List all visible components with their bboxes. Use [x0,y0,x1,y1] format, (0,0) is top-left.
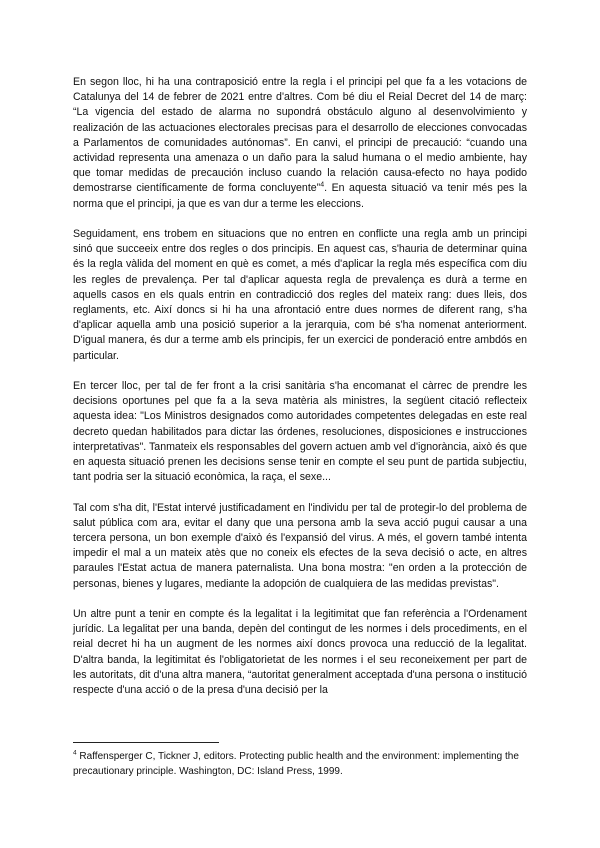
paragraph-1 [73,75,527,212]
footnote [73,750,527,779]
footnote-reference[interactable]: 4 [320,181,325,189]
paragraph-1-text: En segon lloc, hi ha una contraposició entre la regla i el principi pel que fa a les votacions de Catalunya del 14 de febrer de 2021 entre d'altres. Com bé diu el Reial Decret del 14 de març: “La vigencia del estado de alarma no supondrá obstáculo alguno al desenvolvimiento y realización de las actuaciones electorales precisas para el desarrollo de elecciones convocadas a Parlamentos de comunidades autónomas”. En canvi, el principi de precaució: “cuando una actividad representa una amenaza o un daño para la salud humana o el medio ambiente, hay que tomar medidas de precaución incluso cuando la relación causa-efecto no haya podido demostrarse científicamente de forma concluyente” [73,76,527,195]
body-text [73,75,527,713]
paragraph-1-text-after: . En aquesta situació va tenir més pes la norma que el principi, ja que es van dur a terme les eleccions. [73,182,528,210]
footnote-number: 4 [73,749,77,757]
paragraph-3: En tercer lloc, per tal de fer front a la crisi sanitària s'ha encomanat el càrrec de prendre les decisions oportunes pel que fa a la seva matèria als ministres, la següent citació reflecteix aquesta idea: "Los Ministros designados como autoridades competentes delegadas en este real decreto quedan habilitados para dictar las órdenes, resoluciones, disposiciones e instrucciones interpretativas". Tanmateix els responsables del govern actuen amb vel d'ignorància, això és que en aquesta situació prenen les decisions sense tenir en compte el seu punt de partida subjectiu, tant podria ser la situació econòmica, la raça, el sexe... [73,380,527,484]
footnote-divider [73,742,219,743]
paragraph-2: Seguidament, ens trobem en situacions que no entren en conflicte una regla amb un principi sinó que succeeix entre dos regles o dos principis. En aquest cas, s'hauria de determinar quina és la regla vàlida del moment en què es comet, a més d'aplicar la regla més específica com diu les regles de prevalença. Per tal d'aplicar aquesta regla de prevalença es durà a terme en aquells casos en els quals entrin en contradicció dos regles del mateix rang: dues lleis, dos reglaments, etc. Així doncs si hi ha una afrontació entre dues normes de diferent rang, s'ha d'aplicar aquella amb una posició superior a la jerarquia, com bé s'ha nomenat anteriorment. D'igual manera, és dur a terme amb els principis, fer un exercici de ponderació entre ambdós en particular. [73,228,527,362]
paragraph-4: Tal com s'ha dit, l'Estat intervé justificadament en l'individu per tal de protegir-lo del problema de salut pública com ara, evitar el dany que una persona amb la seva acció pugui causar a una tercera persona, un bon exemple d'això és l'expansió del virus. A més, el govern també intenta impedir el mal a un mateix atès que no coneix els efectes de la seva decisió o acte, en altres paraules l'Estat actua de manera paternalista. Una bona mostra: "en orden a la protección de personas, bienes y lugares, mediante la adopción de cualquiera de las medidas previstas". [73,501,527,590]
footnote-text: Raffensperger C, Tickner J, editors. Protecting public health and the environment: implementing the precautionary principle. Washington, DC: Island Press, 1999. [73,751,519,777]
paragraph-5: Un altre punt a tenir en compte és la legalitat i la legitimitat que fan referència a l'Ordenament jurídic. La legalitat per una banda, depèn del contingut de les normes i dels procediments, en el reial decret hi ha un augment de les normes així doncs provoca una reducció de la legalitat. D'altra banda, la legitimitat és l'obligatorietat de les normes i el seu reconeixement per part de les autoritats, dit d'una altra manera, “autoritat generalment acceptada d'una persona o institució respecte d'una acció o de la presa d'una decisió per la [73,608,527,697]
